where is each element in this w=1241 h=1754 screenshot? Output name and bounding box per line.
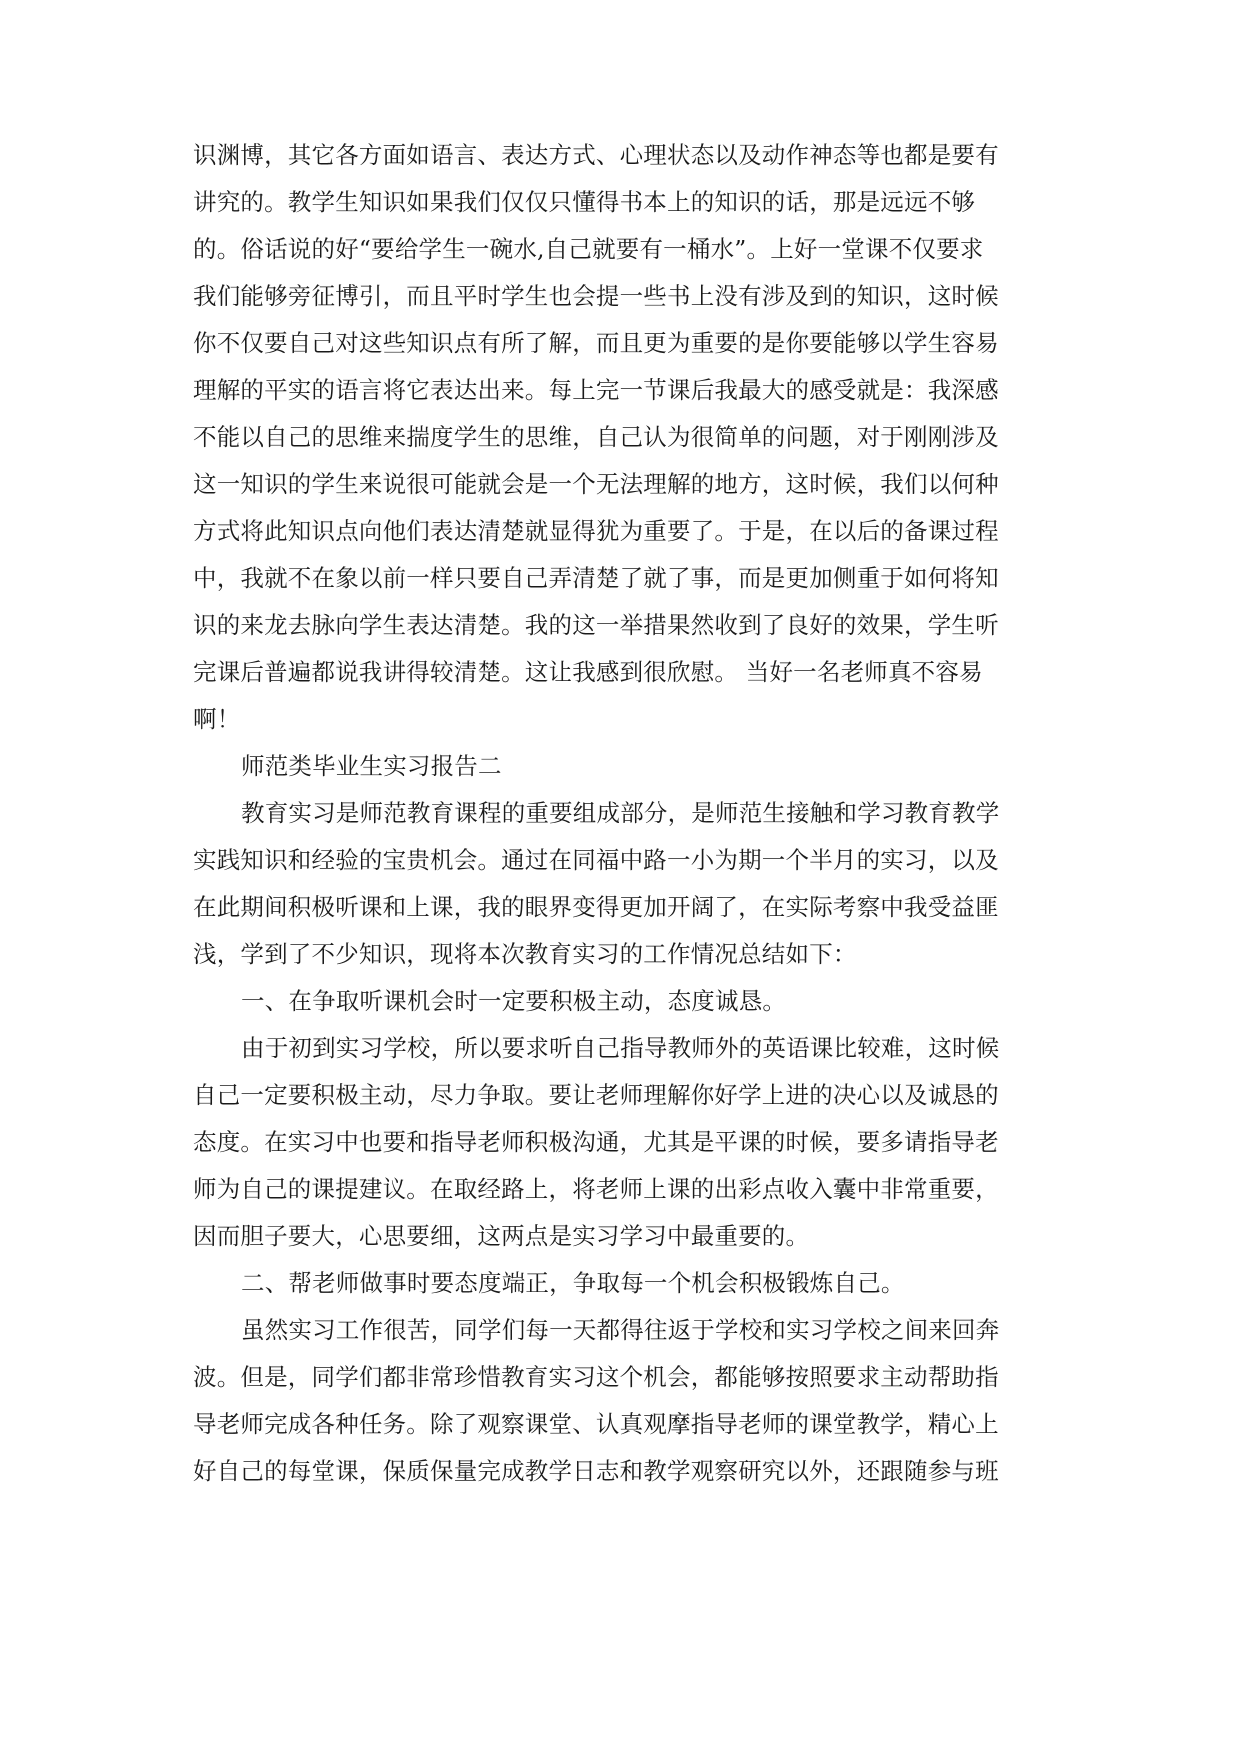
subheading: 二、帮老师做事时要态度端正，争取每一个机会积极锻炼自己。: [241, 1269, 905, 1297]
text-line: 态度。在实习中也要和指导老师积极沟通，尤其是平课的时候，要多请指导老: [193, 1128, 999, 1156]
text-line: 我们能够旁征博引，而且平时学生也会提一些书上没有涉及到的知识，这时候: [193, 282, 999, 310]
text-line: 中，我就不在象以前一样只要自己弄清楚了就了事，而是更加侧重于如何将知: [193, 564, 999, 592]
text-line: 的。俗话说的好“要给学生一碗水,自己就要有一桶水”。上好一堂课不仅要求: [193, 235, 984, 263]
section-heading: 师范类毕业生实习报告二: [241, 752, 502, 780]
text-line: 理解的平实的语言将它表达出来。每上完一节课后我最大的感受就是：我深感: [193, 376, 999, 404]
text-line: 讲究的。教学生知识如果我们仅仅只懂得书本上的知识的话，那是远远不够: [193, 188, 976, 216]
text-line: 识的来龙去脉向学生表达清楚。我的这一举措果然收到了良好的效果，学生听: [193, 611, 999, 639]
text-line: 好自己的每堂课，保质保量完成教学日志和教学观察研究以外，还跟随参与班: [193, 1457, 999, 1485]
text-line: 浅，学到了不少知识，现将本次教育实习的工作情况总结如下：: [193, 940, 857, 968]
text-line: 识渊博，其它各方面如语言、表达方式、心理状态以及动作神态等也都是要有: [193, 141, 999, 169]
text-line: 啊！: [193, 705, 241, 733]
text-line: 虽然实习工作很苦，同学们每一天都得往返于学校和实习学校之间来回奔: [241, 1316, 1000, 1344]
text-line: 波。但是，同学们都非常珍惜教育实习这个机会，都能够按照要求主动帮助指: [193, 1363, 999, 1391]
text-line: 你不仅要自己对这些知识点有所了解，而且更为重要的是你要能够以学生容易: [193, 329, 999, 357]
text-line: 教育实习是师范教育课程的重要组成部分，是师范生接触和学习教育教学: [241, 799, 1000, 827]
text-line: 实践知识和经验的宝贵机会。通过在同福中路一小为期一个半月的实习，以及: [193, 846, 999, 874]
text-line: 这一知识的学生来说很可能就会是一个无法理解的地方，这时候，我们以何种: [193, 470, 999, 498]
text-line: 不能以自己的思维来揣度学生的思维，自己认为很简单的问题，对于刚刚涉及: [193, 423, 999, 451]
text-line: 由于初到实习学校，所以要求听自己指导教师外的英语课比较难，这时候: [241, 1034, 1000, 1062]
text-line: 自己一定要积极主动，尽力争取。要让老师理解你好学上进的决心以及诚恳的: [193, 1081, 999, 1109]
text-line: 在此期间积极听课和上课，我的眼界变得更加开阔了，在实际考察中我受益匪: [193, 893, 999, 921]
text-line: 因而胆子要大，心思要细，这两点是实习学习中最重要的。: [193, 1222, 810, 1250]
subheading: 一、在争取听课机会时一定要积极主动，态度诚恳。: [241, 987, 787, 1015]
text-line: 导老师完成各种任务。除了观察课堂、认真观摩指导老师的课堂教学，精心上: [193, 1410, 999, 1438]
text-line: 师为自己的课提建议。在取经路上，将老师上课的出彩点收入囊中非常重要，: [193, 1175, 999, 1203]
text-line: 方式将此知识点向他们表达清楚就显得犹为重要了。于是，在以后的备课过程: [193, 517, 999, 545]
text-line: 完课后普遍都说我讲得较清楚。这让我感到很欣慰。 当好一名老师真不容易: [193, 658, 983, 686]
